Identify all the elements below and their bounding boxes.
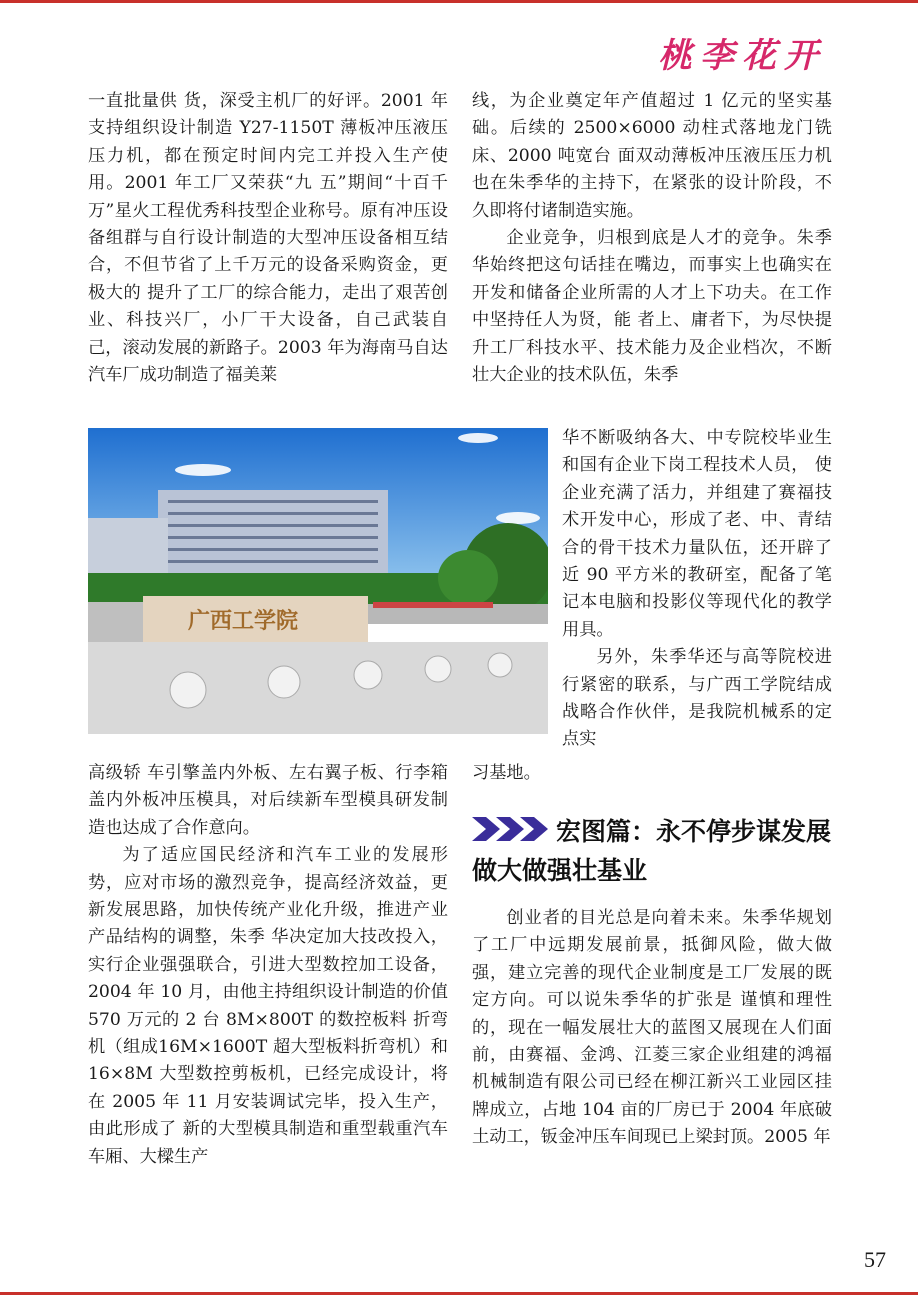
gate-sign: 广西工学院	[188, 608, 299, 634]
paragraph: 为了适应国民经济和汽车工业的发展形势，应对市场的激烈竞争，提高经济效益，更新发展思路，加快传统产业化升级，推进产业产品结构的调整，朱季 华决定加大技改投入，实行企业强强联合，引进大型数控加工设备，2004 年 10 月，由他主持组织设计制造的价值 570 万元的 2 台 8M×800T 的数控板料 折弯机（组成16M×1600T 超大型板料折弯机）和16×8M 大型数控剪板机，已经完成设计，将在 2005 年 11 月安装调试完毕，投入生产，由此形成了 新的大型模具制造和重型载重汽车车厢、大樑生产	[88, 845, 448, 1167]
paragraph: 习基地。	[472, 763, 541, 783]
triple-arrow-icon	[472, 814, 552, 852]
section-header: 桃李花开	[658, 36, 826, 76]
section-title: 宏图篇：永不停步谋发展 做大做强壮基业	[472, 817, 832, 885]
paragraph: 企业竞争，归根到底是人才的竞争。朱季华始终把这句话挂在嘴边，而事实上也确实在开发和储备企业所需的人才上下功夫。在工作中坚持任人为贤，能 者上、庸者下，为尽快提升工厂科技水平、技术能力及企业档次，不断壮大企业的技术队伍，朱季	[472, 228, 832, 386]
campus-photo	[88, 428, 548, 734]
column-right-wrap	[562, 425, 832, 754]
paragraph: 创业者的目光总是向着未来。朱季华规划了工厂中远期发展前景，抵御风险，做大做强，建立完善的现代企业制度是工厂发展的既定方向。可以说朱季华的扩张是 谨慎和理性的，现在一幅发展壮大的蓝图又展现在人们面前，由赛福、金鸿、江菱三家企业组建的鸿福机械制造有限公司已经在柳江新兴工业园区挂牌成立，占地 104 亩的厂房已于 2004 年底破土动工，钣金冲压车间现已上梁封顶。2005 年	[472, 908, 832, 1148]
column-right-top	[472, 88, 832, 389]
paragraph: 高级轿 车引擎盖内外板、左右翼子板、行李箱盖内外板冲压模具，对后续新车型模具研发制造也达成了合作意向。	[88, 763, 448, 838]
section-heading	[472, 813, 842, 890]
paragraph: 一直批量供 货，深受主机厂的好评。2001 年支持组织设计制造 Y27-1150T 薄板冲压液压压力机，都在预定时间内完工并投入生产使用。2001 年工厂又荣获“九 五”期间“十百千万”星火工程优秀科技型企业称号。原有冲压设备组群与自行设计制造的大型冲压设备相互结合，不但节省了上千万元的设备采购资金，更极大的 提升了工厂的综合能力，走出了艰苦创业、科技兴厂，小厂干大设备，自己武装自己，滚动发展的新路子。2003 年为海南马自达汽车厂成功制造了福美莱	[88, 91, 448, 386]
paragraph: 华不断吸纳各大、中专院校毕业生和国有企业下岗工程技术人员， 使企业充满了活力，并组建了赛福技术开发中心，形成了老、中、青结合的骨干技术力量队伍，还开辟了近 90 平方米的教研室，配备了笔记本电脑和投影仪等现代化的教学用具。	[562, 428, 832, 640]
column-right-mid	[472, 760, 832, 787]
paragraph: 另外，朱季华还与高等院校进行紧密的联系，与广西工学院结成战略合作伙伴，是我院机械系的定点实	[562, 647, 832, 750]
page-number: 57	[864, 1247, 886, 1272]
bottom-rule	[0, 1292, 918, 1295]
column-left-top	[88, 88, 448, 389]
paragraph: 线，为企业奠定年产值超过 1 亿元的坚实基础。后续的 2500×6000 动柱式落地龙门铣床、2000 吨宽台 面双动薄板冲压液压压力机也在朱季华的主持下，在紧张的设计阶段，不久即将付诸制造实施。	[472, 91, 832, 221]
top-rule	[0, 0, 918, 3]
column-right-bottom	[472, 905, 832, 1152]
column-left-bottom	[88, 760, 448, 1171]
